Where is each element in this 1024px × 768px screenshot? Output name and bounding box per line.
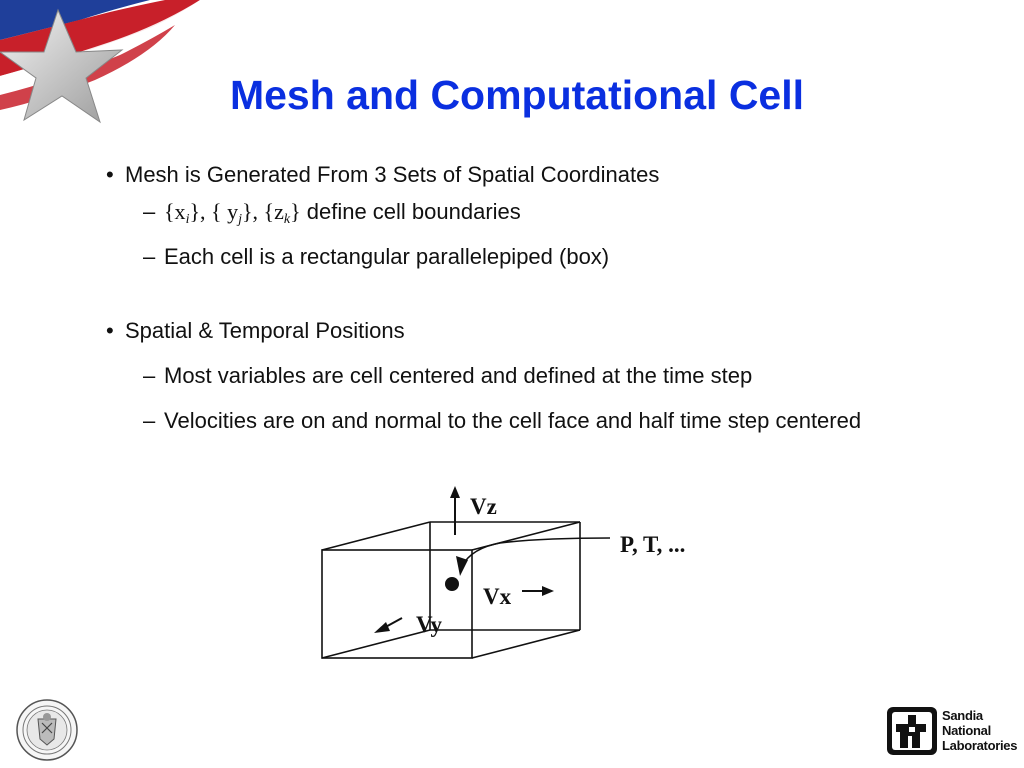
sub-bullet-marker: – — [143, 244, 156, 269]
sandia-line-2: National — [942, 723, 991, 738]
vx-arrowhead-icon — [542, 586, 554, 596]
sandia-thunderbird-icon — [886, 706, 938, 756]
coordinate-sets-math: $\{x_i\}$, { $y_j$}, $\{z_k\}$ — [164, 199, 301, 227]
sandia-wordmark — [942, 708, 1017, 753]
sub-bullet-marker: – — [143, 408, 156, 433]
bullet-item — [106, 318, 405, 344]
bullet-text: Spatial & Temporal Positions — [125, 318, 405, 343]
sub-bullet-marker: – — [143, 199, 156, 224]
sub-bullet-item — [143, 361, 884, 391]
box-edge-hidden — [322, 630, 430, 658]
sandia-line-3: Laboratories — [942, 738, 1018, 753]
vx-label: Vx — [483, 584, 512, 609]
bullet-marker: • — [106, 318, 114, 343]
sub-bullet-item — [143, 406, 884, 436]
bullet-text: Each cell is a rectangular parallelepiped (box) — [164, 244, 610, 269]
sub-bullet-item — [143, 197, 884, 227]
bullet-text: Most variables are cell centered and defined at the time step — [164, 363, 753, 388]
sub-bullet-item — [143, 242, 884, 272]
sub-bullet-marker: – — [143, 363, 156, 388]
bullet-text: Velocities are on and normal to the cell face and half time step centered — [164, 408, 862, 433]
bullet-text: Mesh is Generated From 3 Sets of Spatial Coordinates — [125, 162, 660, 187]
box-edge — [322, 522, 430, 550]
vz-label: Vz — [470, 494, 497, 519]
bullet-marker: • — [106, 162, 114, 187]
vz-arrowhead-icon — [450, 486, 460, 498]
doe-seal-icon — [16, 699, 78, 761]
vy-arrowhead-icon — [374, 622, 390, 633]
cell-box-drawing — [300, 480, 720, 680]
box-edge — [472, 630, 580, 658]
center-quantities-label: P, T, ... — [620, 532, 686, 557]
bullet-item — [106, 162, 659, 188]
sandia-line-1: Sandia — [942, 708, 983, 723]
computational-cell-diagram — [300, 480, 720, 685]
bullet-text: define cell boundaries — [300, 199, 521, 224]
center-leader-line — [462, 538, 610, 566]
box-front-face — [322, 550, 472, 658]
cell-center-point — [445, 577, 459, 591]
page-title: Mesh and Computational Cell — [229, 72, 805, 118]
vy-label: Vy — [416, 612, 442, 637]
